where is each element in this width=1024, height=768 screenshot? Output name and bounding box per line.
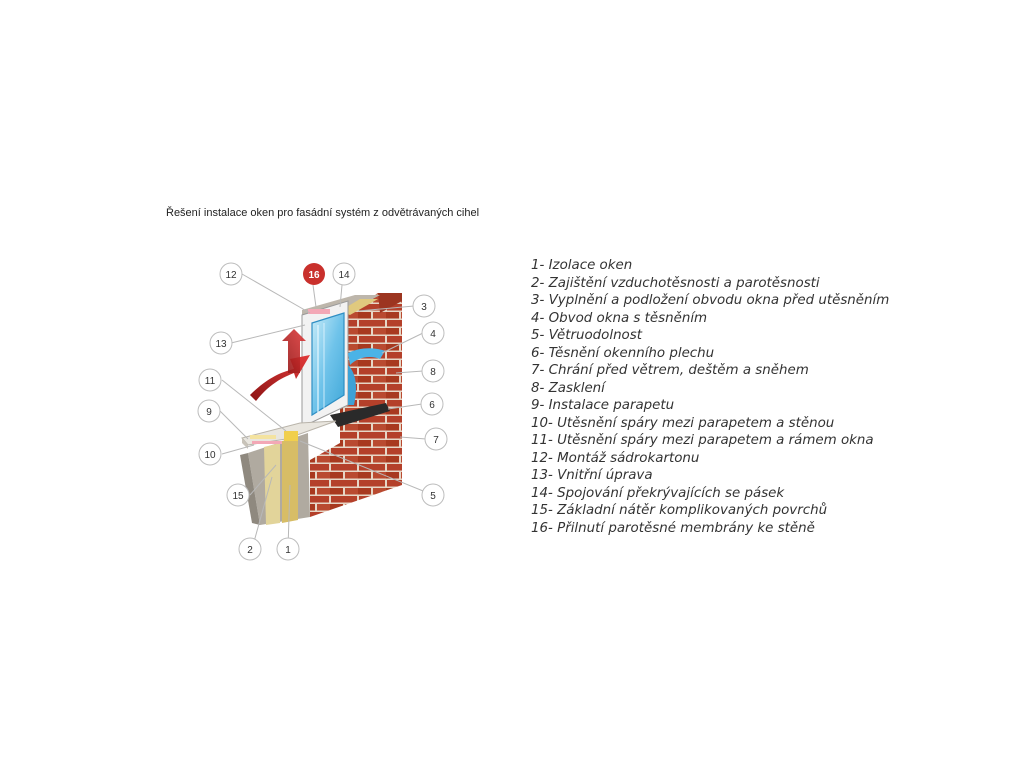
legend-item: 7- Chrání před větrem, deštěm a sněhem bbox=[531, 363, 809, 378]
legend-item: 10- Utěsnění spáry mezi parapetem a stěnou bbox=[531, 415, 835, 431]
insulation-1 bbox=[282, 437, 298, 523]
legend-list bbox=[531, 257, 889, 537]
callout-3 bbox=[413, 295, 435, 317]
vapour-membrane-bottom bbox=[252, 441, 282, 444]
svg-text:9: 9 bbox=[206, 407, 212, 418]
callout-13 bbox=[210, 332, 232, 354]
legend-item: 15- Základní nátěr komplikovaných povrchů bbox=[531, 503, 828, 518]
svg-text:12: 12 bbox=[225, 270, 237, 281]
legend-item: 6- Těsnění okenního plechu bbox=[531, 345, 715, 361]
legend-item: 5- Větruodolnost bbox=[531, 328, 642, 343]
callout-14 bbox=[333, 263, 355, 285]
legend-item: 9- Instalace parapetu bbox=[531, 398, 675, 413]
legend-item: 2- Zajištění vzduchotěsnosti a parotěsnosti bbox=[531, 275, 820, 291]
legend-item: 14- Spojování překrývajících se pásek bbox=[531, 485, 785, 501]
callout-16 bbox=[303, 263, 325, 285]
svg-text:8: 8 bbox=[430, 367, 436, 378]
svg-text:10: 10 bbox=[204, 450, 216, 461]
svg-text:13: 13 bbox=[215, 339, 227, 350]
callout-15 bbox=[227, 484, 249, 506]
legend-item: 8- Zasklení bbox=[531, 380, 605, 396]
callout-1 bbox=[277, 538, 299, 560]
vapour-membrane-top bbox=[308, 309, 330, 314]
legend-item: 12- Montáž sádrokartonu bbox=[531, 450, 700, 466]
callout-10 bbox=[199, 443, 221, 465]
svg-text:16: 16 bbox=[308, 270, 320, 281]
legend-item: 3- Vyplnění a podložení obvodu okna před utěsněním bbox=[531, 293, 890, 308]
window-installation-diagram bbox=[190, 255, 480, 575]
callout-8 bbox=[422, 360, 444, 382]
svg-text:2: 2 bbox=[247, 545, 253, 556]
callout-12 bbox=[220, 263, 242, 285]
legend-item: 13- Vnitřní úprava bbox=[531, 468, 653, 483]
svg-text:3: 3 bbox=[421, 302, 427, 313]
vapour-flow-arrow bbox=[250, 355, 310, 401]
svg-text:5: 5 bbox=[430, 491, 436, 502]
sill-seal bbox=[284, 431, 298, 441]
legend-item: 4- Obvod okna s těsněním bbox=[531, 310, 708, 326]
svg-text:14: 14 bbox=[338, 270, 350, 281]
diagram-title: Řešení instalace oken pro fasádní systém z odvětrávaných cihel bbox=[166, 207, 480, 219]
svg-text:6: 6 bbox=[429, 400, 435, 411]
svg-text:7: 7 bbox=[433, 435, 439, 446]
callout-11 bbox=[199, 369, 221, 391]
insulation-2 bbox=[264, 443, 280, 525]
legend-item: 16- Přilnutí parotěsné membrány ke stěně bbox=[531, 520, 815, 536]
callout-4 bbox=[422, 322, 444, 344]
callout-9 bbox=[198, 400, 220, 422]
callout-2 bbox=[239, 538, 261, 560]
svg-text:11: 11 bbox=[204, 376, 216, 387]
svg-text:4: 4 bbox=[430, 329, 436, 340]
svg-text:1: 1 bbox=[285, 545, 291, 556]
callout-6 bbox=[421, 393, 443, 415]
legend-item: 1- Izolace oken bbox=[531, 258, 633, 273]
callout-7 bbox=[425, 428, 447, 450]
legend-item: 11- Utěsnění spáry mezi parapetem a rámem okna bbox=[531, 433, 874, 448]
callout-5 bbox=[422, 484, 444, 506]
svg-text:15: 15 bbox=[232, 491, 244, 502]
